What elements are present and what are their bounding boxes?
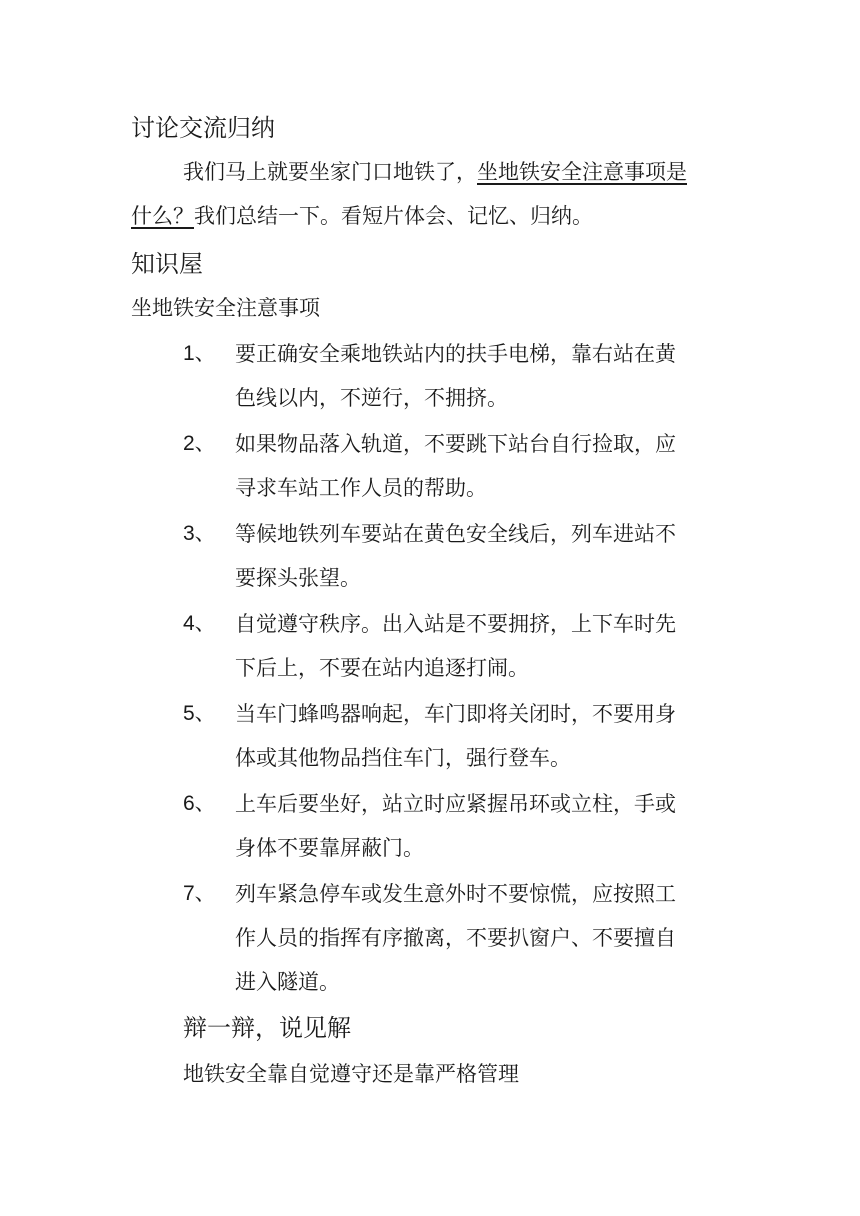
list-item-line: 等候地铁列车要站在黄色安全线后，列车进站不 <box>235 522 676 546</box>
list-item-line: 如果物品落入轨道，不要跳下站台自行捡取，应 <box>235 432 676 456</box>
intro-underlined-question: 坐地铁安全注意事项是 <box>477 160 687 184</box>
intro-text-rest: 我们总结一下。看短片体会、记忆、归纳。 <box>194 204 593 228</box>
list-item-line: 色线以内，不逆行，不拥挤。 <box>235 386 508 410</box>
list-item-line: 下后上，不要在站内追逐打闹。 <box>235 656 529 680</box>
list-title: 坐地铁安全注意事项 <box>131 296 320 320</box>
list-item-line: 进入隧道。 <box>235 970 340 994</box>
list-item-line: 当车门蜂鸣器响起，车门即将关闭时，不要用身 <box>235 702 676 726</box>
intro-text: 我们马上就要坐家门口地铁了， <box>183 160 477 184</box>
list-item-line: 体或其他物品挡住车门，强行登车。 <box>235 746 571 770</box>
debate-question: 地铁安全靠自觉遵守还是靠严格管理 <box>183 1062 519 1086</box>
list-item-number: 6、 <box>183 792 216 815</box>
list-item-line: 要正确安全乘地铁站内的扶手电梯，靠右站在黄 <box>235 342 676 366</box>
list-item-line: 作人员的指挥有序撤离，不要扒窗户、不要擅自 <box>235 926 676 950</box>
list-item-line: 身体不要靠屏蔽门。 <box>235 836 424 860</box>
debate-heading: 辩一辩，说见解 <box>183 1014 351 1042</box>
list-item-line: 列车紧急停车或发生意外时不要惊慌，应按照工 <box>235 882 676 906</box>
discussion-heading: 讨论交流归纳 <box>131 114 275 142</box>
list-item-line: 自觉遵守秩序。出入站是不要拥挤，上下车时先 <box>235 612 676 636</box>
list-item-number: 7、 <box>183 882 216 905</box>
intro-line-2 <box>131 201 593 231</box>
list-item-number: 2、 <box>183 432 216 455</box>
list-item-number: 1、 <box>183 342 216 365</box>
intro-line-1 <box>183 157 687 187</box>
list-item-number: 3、 <box>183 522 216 545</box>
list-item-number: 4、 <box>183 612 216 635</box>
knowledge-heading: 知识屋 <box>131 250 203 278</box>
intro-underlined-question-end: 什么？ <box>131 204 194 228</box>
list-item-line: 寻求车站工作人员的帮助。 <box>235 476 487 500</box>
list-item-line: 要探头张望。 <box>235 566 361 590</box>
list-item-line: 上车后要坐好，站立时应紧握吊环或立柱，手或 <box>235 792 676 816</box>
list-item-number: 5、 <box>183 702 216 725</box>
